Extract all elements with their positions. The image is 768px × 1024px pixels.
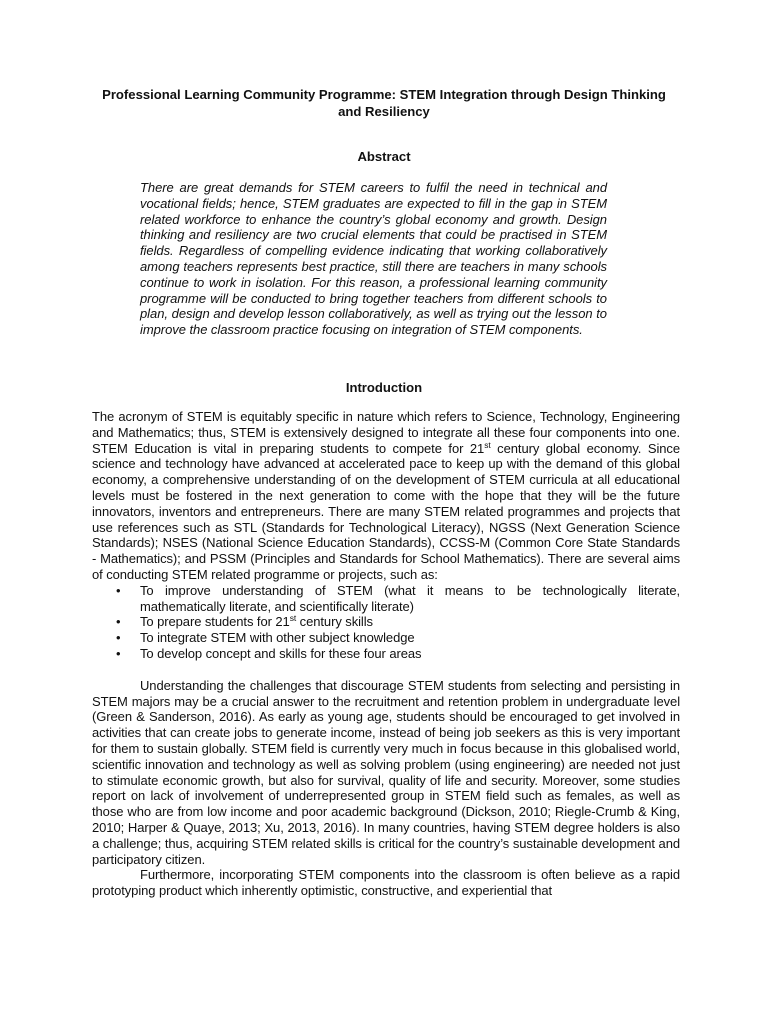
intro-p1-text-b: century global economy. Since science and technology have advanced at accelerated pace to keep up with the demand of this global economy, a comprehensive understanding of on the development of STEM curricula at all educational levels must be fostered in the next generation to come with the hope that they will be the future innovators, inventors and entrepreneurs. There are many STEM related programmes and projects that use references such as STL (Standards for Technological Literacy), NGSS (Next Generation Science Standards); NSES (National Science Education Standards), CCSS-M (Common Core State Standards - Mathematics); and PSSM (Principles and Standards for School Mathematics). There are several aims of conducting STEM related programme or projects, such as: [92,440,680,582]
introduction-section [92,409,680,899]
aims-list [92,583,680,662]
intro-paragraph-2: Understanding the challenges that discourage STEM students from selecting and persisting in STEM majors may be a crucial answer to the recruitment and retention problem in undergraduate level (Green & Sanderson, 2016). As early as young age, students should be encouraged to get involved in activities that can create jobs to generate income, instead of being job seekers as this is very important for them to sustain globally. STEM field is currently very much in focus because in this globalised world, scientific innovation and technology as well as solving problem (using engineering) are needed not just to stimulate economic growth, but also for survival, quality of life and security. Moreover, some studies report on lack of involvement of underrepresented group in STEM field such as females, as well as those who are from low income and poor academic background (Dickson, 2010; Riegle-Crumb & King, 2010; Harper & Quaye, 2013; Xu, 2013, 2016). In many countries, having STEM degree holders is also a challenge; thus, acquiring STEM related skills is critical for the country’s sustainable development and participatory citizen. [92,677,680,867]
bullet-icon: • [116,582,121,598]
list-item [92,646,680,662]
list-item [92,630,680,646]
intro-paragraph-1 [92,409,680,583]
list-item [92,583,680,615]
bullet-icon: • [116,614,121,630]
introduction-heading: Introduction [345,380,423,395]
intro-p1-text-a: The acronym of STEM is equitably specific in nature which refers to Science, Technology, Engineering and Mathematics; thus, STEM is extensively designed to integrate all these four components into one. STEM Education is vital in preparing students to compete for 21 [92,409,680,456]
ordinal-suffix: st [289,613,297,624]
abstract-text: There are great demands for STEM careers to fulfil the need in technical and vocational fields; hence, STEM graduates are expected to fill in the gap in STEM related workforce to enhance the country’s global economy and growth. Design thinking and resiliency are two crucial elements that could be practised in STEM fields. Regardless of compelling evidence indicating that working collaboratively among teachers represents best practice, still there are teachers in many schools continue to work in isolation. For this reason, a professional learning community programme will be conducted to bring together teachers from different schools to plan, design and develop lesson collaboratively, as well as trying out the lesson to improve the classroom practice focusing on integration of STEM components. [140,180,607,338]
list-item [92,614,680,630]
document-title: Professional Learning Community Programme: STEM Integration through Design Thinking and Resiliency [102,87,666,119]
abstract-heading: Abstract [357,149,411,164]
list-item-text-tail: century skills [296,614,373,630]
paragraph-spacer [92,662,680,678]
bullet-icon: • [116,645,121,661]
intro-paragraph-3: Furthermore, incorporating STEM components into the classroom is often believe as a rapid prototyping product which inherently optimistic, constructive, and experiential that [92,867,680,899]
list-item-text: To integrate STEM with other subject knowledge [140,630,415,646]
list-item-text: To improve understanding of STEM (what it means to be technologically literate, mathematically literate, and scientifically literate) [140,582,680,614]
list-item-text: To develop concept and skills for these four areas [140,645,422,661]
ordinal-suffix: st [484,439,491,450]
bullet-icon: • [116,630,121,646]
list-item-text: To prepare students for 21 [140,614,290,630]
